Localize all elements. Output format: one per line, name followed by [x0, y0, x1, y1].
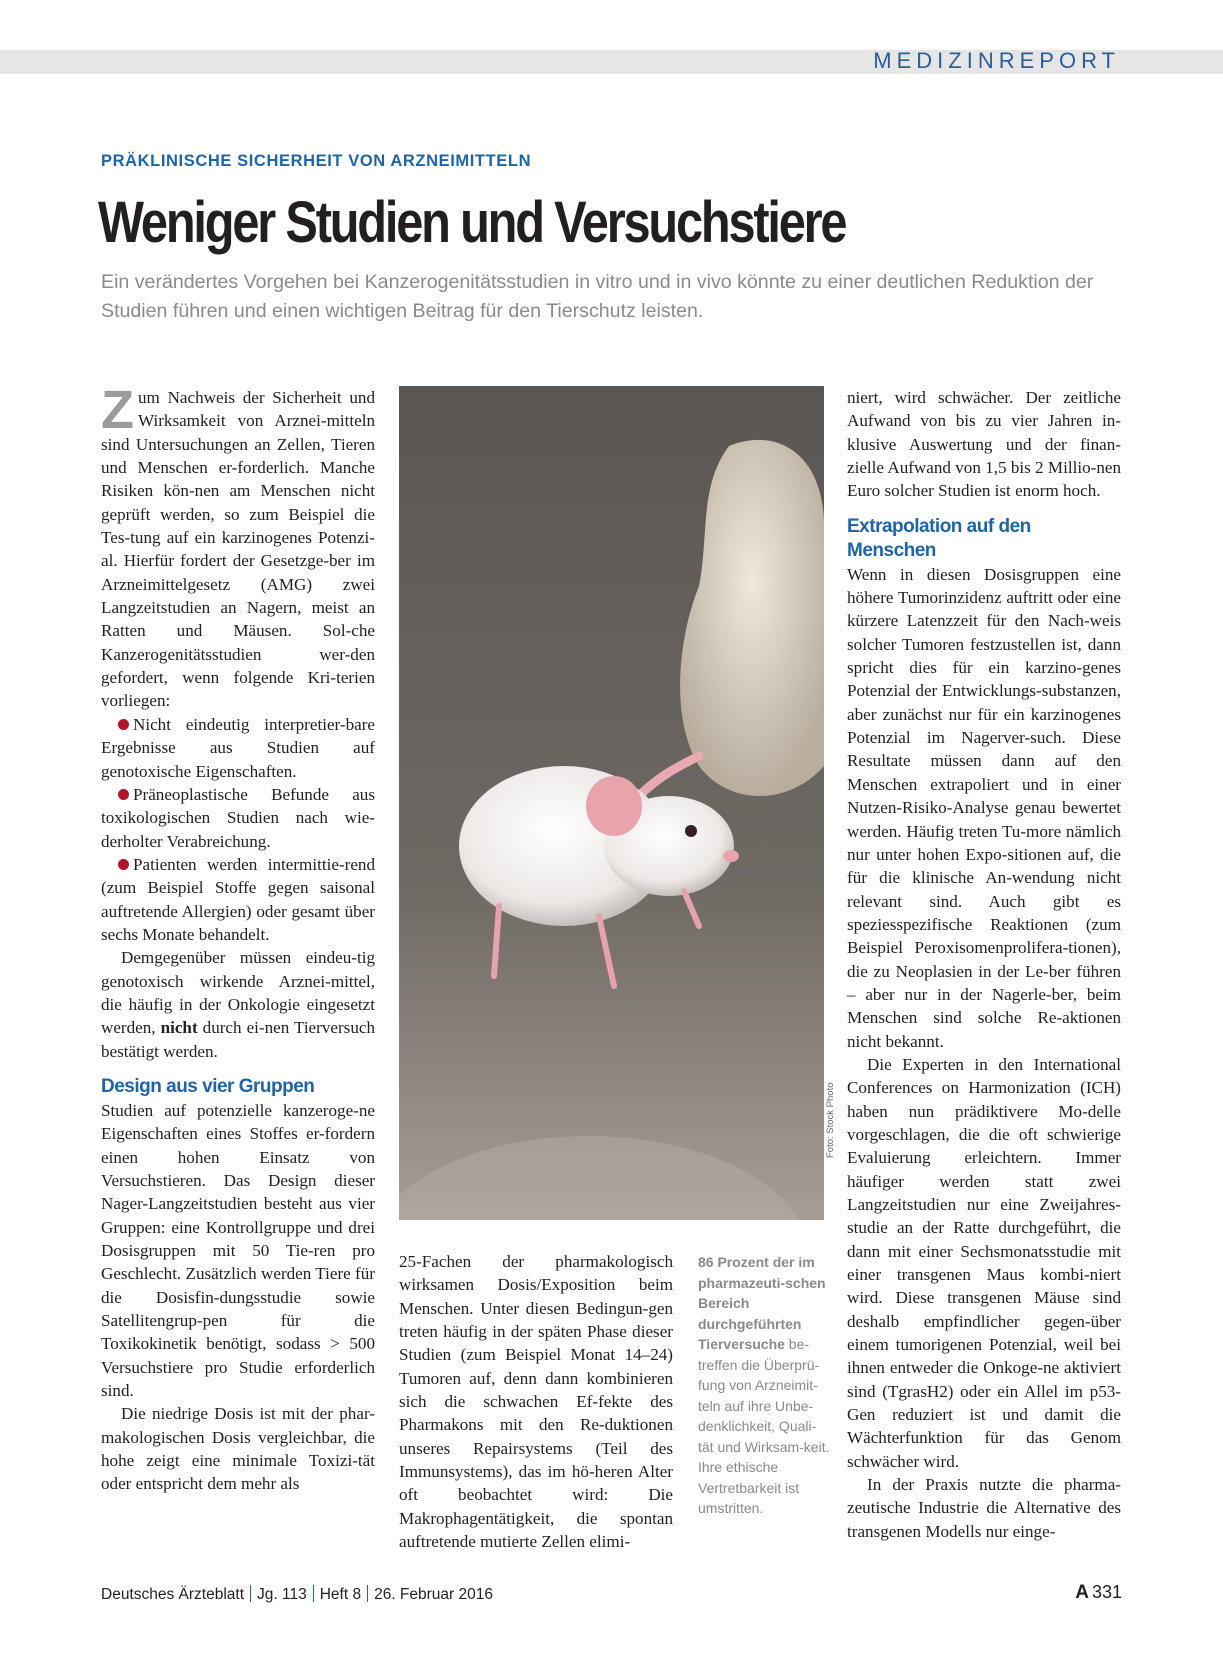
bullet-text: Patienten werden intermittie-rend (zum Beispiel Stoffe gegen saisonal auftretende Allergien) oder gesamt über sechs Monate behandelt.: [101, 854, 375, 944]
bullet-item: [101, 853, 375, 946]
article-lead: Ein verändertes Vorgehen bei Kanzerogenitätsstudien in vitro und in vivo könnte zu einer deutlichen Reduktion der Studien führen und einen wichtigen Beitrag für den Tierschutz leisten.: [101, 271, 1094, 322]
paragraph: 25-Fachen der pharmakologisch wirksamen Dosis/Exposition beim Menschen. Unter diesen Bedingun-gen treten häufig in der späten Phase dieser Studien (zum Beispiel Monat 14–24) Tumoren auf, denn dann kombinieren sich die schwachen Ef-fekte des Pharmakons mit den Re-duktionen unseres Repairsystems (Teil des Immunsystems), das im hö-heren Alter oft beobachtet wird: Die Makrophagentätigkeit, die spontan auftretende mutierte Zellen elimi-: [399, 1252, 673, 1552]
column-middle: [399, 1250, 673, 1553]
column-left: [101, 380, 376, 1496]
bullet-icon: [118, 859, 129, 870]
paragraph: In der Praxis nutzte die pharma-zeutische Industrie die Alternative des transgenen Modells nur einge-: [847, 1475, 1121, 1541]
paragraph-intro: [101, 380, 375, 713]
caption-text: be-treffen die Überprü-fung von Arzneimit-teln auf ihre Unbe-denklichkeit, Quali-tät und Wirksam-keit. Ihre ethische Vertretbarkeit ist umstritten.: [698, 1336, 830, 1516]
paragraph: Studien auf potenzielle kanzeroge-ne Eigenschaften eines Stoffes er-fordern einen hohen Einsatz von Versuchstieren. Das Design dieser Nager-Langzeitstudien besteht aus vier Gruppen: eine Kontrollgruppe und drei Dosisgruppen mit 50 Tie-ren pro Geschlecht. Zusätzlich werden Tiere für die Dosisfin-dungsstudie sowie Satellitengrup-pen für die Toxikokinetik benötigt, sodass > 500 Versuchstiere pro Studie erforderlich sind.: [101, 1100, 375, 1401]
paragraph: Wenn in diesen Dosisgruppen eine höhere Tumorinzidenz auftritt oder eine kürzere Latenzzeit für den Nach-weis solcher Tumoren festzustellen ist, dann spricht dies für ein karzino-genes Potenzial der Entwicklungs-substanzen, aber zunächst nur für ein karzinogenes Potenzial im Nagerver-such. Diese Resultate müssen dann auf den Menschen extrapoliert und in einer Nutzen-Risiko-Analyse genau bewertet werden. Häufig treten Tu-more nämlich nur unter hohen Expo-sitionen auf, die für die klinische An-wendung nicht relevant sind. Auch gibt es speziesspezifische Reaktionen (zum Beispiel Peroxisomenprolifera-tionen), die zu Neoplasien in der Le-ber führen – aber nur in der Nagerle-ber, beim Menschen sind solche Re-aktionen nicht bekannt.: [847, 564, 1121, 1051]
paragraph: Die niedrige Dosis ist mit der phar-makologischen Dosis vergleichbar, die hohe zeigt eine minimale Toxizi-tät oder entspricht dem mehr als: [101, 1404, 375, 1494]
bullet-icon: [118, 719, 129, 730]
bullet-item: [101, 783, 375, 853]
page-footer: [101, 1585, 493, 1604]
photo-credit: Foto: Stock Photo: [825, 1082, 836, 1158]
section-label: MEDIZINREPORT: [873, 48, 1120, 73]
subheading-extrapolation: Extrapolation auf den Menschen: [847, 515, 1031, 561]
bullet-icon: [118, 789, 129, 800]
page-prefix: A: [1075, 1582, 1089, 1603]
footer-divider: [250, 1585, 251, 1602]
bullet-item: [101, 713, 375, 783]
caption-bold: 86 Prozent der im pharmazeuti-schen Bereich durchgeführten Tierversuche: [698, 1254, 826, 1352]
paragraph-text: Demgegenüber müssen eindeu-tig genotoxisch wirkende Arznei-mittel, die häufig in der Onkologie eingesetzt werden,: [101, 948, 375, 1038]
emphasis-text: nicht: [160, 1018, 198, 1038]
journal-date: 26. Februar 2016: [374, 1586, 493, 1603]
paragraph-text: durch ei-nen Tierversuch bestätigt werden.: [101, 1018, 376, 1061]
drop-cap: Z: [101, 380, 134, 440]
article-title: Weniger Studien und Versuchstiere: [98, 190, 846, 255]
page-number-value: 331: [1091, 1582, 1122, 1602]
subheading-design: Design aus vier Gruppen: [101, 1075, 315, 1097]
bullet-text: Präneoplastische Befunde aus toxikologischen Studien nach wie-derholter Verabreichung.: [101, 784, 375, 851]
intro-text: um Nachweis der Sicherheit und Wirksamkeit von Arznei-mitteln sind Untersuchungen an Zellen, Tieren und Menschen er-forderlich. Manche Risiken kön-nen am Menschen nicht geprüft werden, so zum Beispiel die Tes-tung auf ein karzinogenes Potenzi-al. Hierfür fordert der Gesetzge-ber im Arzneimittelgesetz (AMG) zwei Langzeitstudien an Nagern, meist an Ratten und Mäusen. Sol-che Kanzerogenitätsstudien wer-den gefordert, wenn folgende Kri-terien vorliegen:: [101, 388, 375, 711]
mouse-photo-illustration: [399, 386, 824, 1220]
article-kicker: PRÄKLINISCHE SICHERHEIT VON ARZNEIMITTELN: [101, 152, 532, 170]
journal-volume: Jg. 113: [257, 1586, 307, 1603]
photo-caption: [698, 1252, 830, 1519]
paragraph: Die Experten in den International Conferences on Harmonization (ICH) haben nun prädiktivere Mo-delle vorgeschlagen, die die oft schwierige Evaluierung erleichtern. Immer häufiger werden statt zwei Langzeitstudien nur eine Zweijahres-studie an der Ratte durchgeführt, die dann mit einer Sechsmonatsstudie mit einer transgenen Maus kombi-niert wird. Diese transgenen Mäuse sind deshalb empfindlicher gegen-über einem tumorigenen Potenzial, weil bei ihnen entweder die Onkoge-ne aktiviert sind (TgrasH2) oder ein Allel im p53-Gen reduziert ist und damit die Wächterfunktion für das Genom schwächer wird.: [847, 1054, 1121, 1471]
bullet-text: Nicht eindeutig interpretier-bare Ergebnisse aus Studien auf genotoxische Eigenschaften.: [101, 714, 375, 781]
paragraph: niert, wird schwächer. Der zeitliche Aufwand von bis zu vier Jahren in-klusive Auswertung und der finan-zielle Aufwand von 1,5 bis 2 Millio-nen Euro solcher Studien ist enorm hoch.: [847, 388, 1121, 501]
paragraph: [101, 946, 375, 1063]
page-number: [1075, 1582, 1122, 1604]
article-photo: [399, 386, 824, 1220]
column-right: [847, 386, 1121, 1543]
journal-issue: Heft 8: [319, 1586, 362, 1603]
footer-divider: [313, 1585, 314, 1602]
footer-divider: [367, 1585, 368, 1602]
mouse-ear-shape: [586, 776, 642, 836]
journal-name: Deutsches Ärzteblatt: [101, 1586, 245, 1603]
